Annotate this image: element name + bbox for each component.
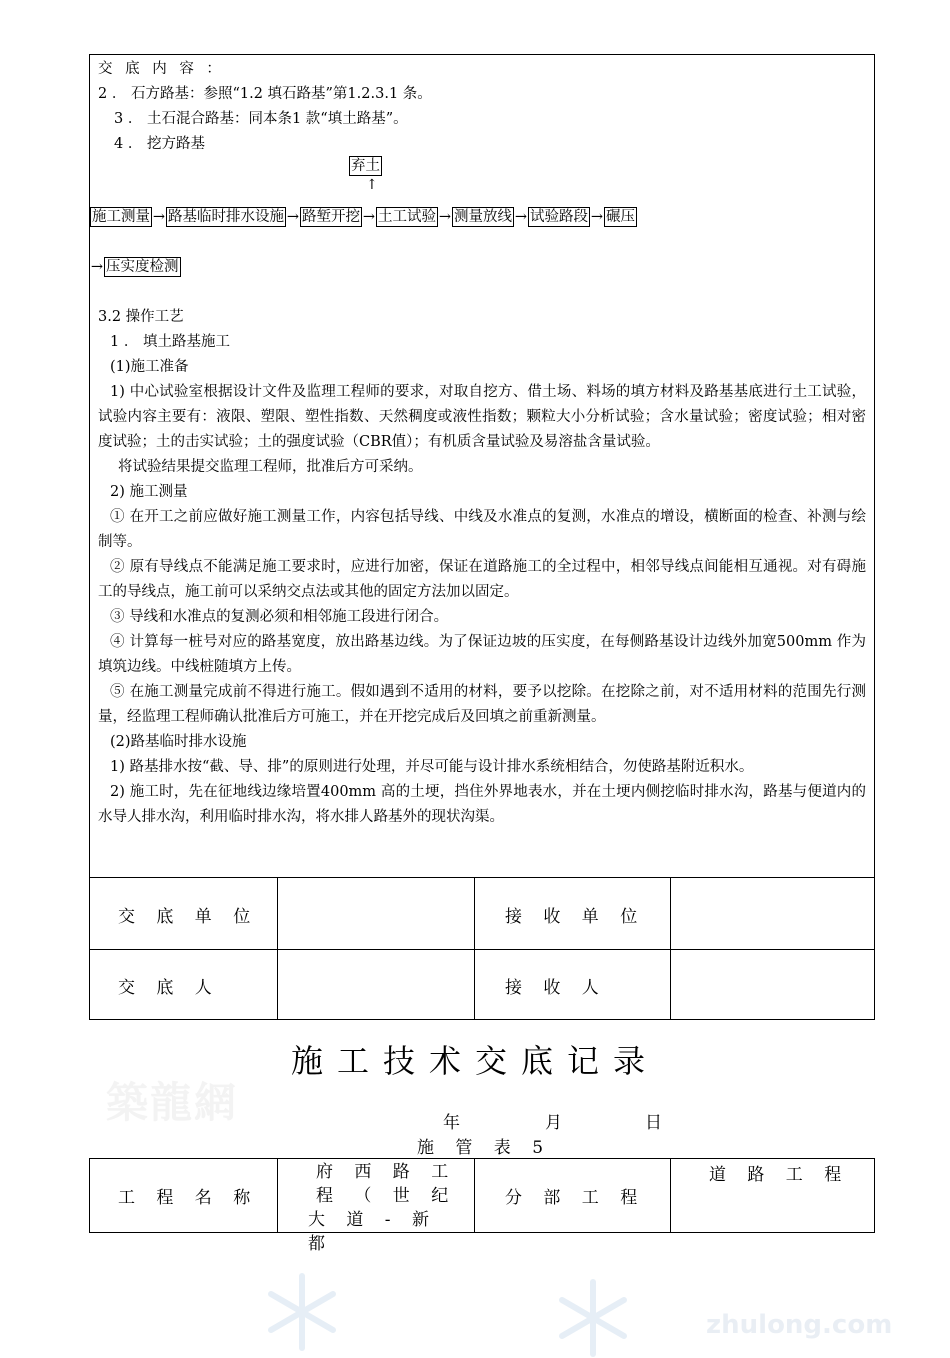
content-lower <box>98 305 866 830</box>
flow-step: 施工测量 <box>92 209 150 225</box>
date-day: 日 <box>645 1113 662 1133</box>
date-month: 月 <box>545 1113 562 1133</box>
line-cut-subgrade: 4 ． 挖方路基 <box>114 136 205 152</box>
issuer-person-label: 交 底 人 <box>90 950 278 1020</box>
disclosure-content-table <box>89 54 875 1020</box>
line-stone-subgrade: 2 ． 石方路基：参照“1.2 填石路基”第1.2.3.1 条。 <box>98 86 432 102</box>
para-lab-tests: 1) 中心试验室根据设计文件及监理工程师的要求，对取自挖方、借土场、料场的填方材料及路基基底进行土工试验，试验内容主要有：液限、塑限、塑性指数、天然稠度或液性指数；颗粒大小分析试验；含水量试验；密度试验；相对密度试验；土的击实试验；土的强度试验（CBR值）；有机质含量试验及易溶盐含量试验。 <box>98 384 866 450</box>
issuer-unit-value[interactable] <box>278 878 475 950</box>
flow-arrow: → <box>286 209 300 225</box>
flow-step: 路堑开挖 <box>302 209 360 225</box>
flow-step: 测量放线 <box>454 209 512 225</box>
flow-arrow: → <box>152 209 166 225</box>
watermark-text: 築龍網 <box>106 1078 239 1127</box>
flow-step-spoil: 弃土 <box>351 158 380 174</box>
para-drainage-2: 2) 施工时，先在征地线边缘培置400mm 高的土埂，挡住外界地表水，并在土埂内侧挖临时排水沟，路基与便道内的水导人排水沟，利用临时排水沟，将水排人路基外的现状沟渠。 <box>98 784 866 825</box>
watermark-url: zhulong.com <box>706 1310 893 1340</box>
project-name-line-2: 程 （ 世 纪 <box>316 1186 457 1206</box>
flow-step: 土工试验 <box>378 209 436 225</box>
snowflake-watermark-icon <box>262 1272 342 1352</box>
snowflake-watermark-icon <box>553 1278 633 1358</box>
flow-up-arrow: ↑ <box>366 177 378 193</box>
para-survey-4: ④ 计算每一桩号对应的路基宽度，放出路基边线。为了保证边坡的压实度，在每侧路基设计边线外加宽500mm 作为填筑边线。中线桩随填方上传。 <box>98 634 866 675</box>
flow-arrow: → <box>362 209 376 225</box>
content-heading: 交 底 内 容 ： <box>98 61 225 77</box>
section-3-2: 3.2 操作工艺 <box>98 309 184 325</box>
flow-arrow: → <box>90 259 104 275</box>
flow-arrow: → <box>438 209 452 225</box>
form-number: 施 管 表 5 <box>417 1138 552 1158</box>
receiver-unit-label: 接 收 单 位 <box>475 878 671 950</box>
division-label: 分 部 工 程 <box>475 1159 671 1232</box>
section-drainage: (2)路基临时排水设施 <box>110 734 247 750</box>
section-survey: 2) 施工测量 <box>110 484 188 500</box>
flowchart-row <box>90 207 637 227</box>
section-preparation: (1)施工准备 <box>110 359 189 375</box>
para-survey-5: ⑤ 在施工测量完成前不得进行施工。假如遇到不适用的材料，要予以挖除。在挖除之前，对不适用材料的范围先行测量，经监理工程师确认批准后方可施工，并在开挖完成后及回填之前重新测量。 <box>98 684 866 725</box>
para-survey-3: ③ 导线和水准点的复测必须和相邻施工段进行闭合。 <box>110 609 449 625</box>
issuer-unit-label: 交 底 单 位 <box>90 878 278 950</box>
content-upper <box>98 57 866 157</box>
project-name-label: 工 程 名 称 <box>90 1159 278 1232</box>
flowchart-spoil-box <box>349 155 382 176</box>
flow-step: 碾压 <box>606 209 635 225</box>
project-info-table <box>89 1158 875 1254</box>
para-survey-2: ② 原有导线点不能满足施工要求时，应进行加密，保证在道路施工的全过程中，相邻导线点间能相互通视。对有碍施工的导线点，施工前可以采纳交点法或其他的固定方法加以固定。 <box>98 559 866 600</box>
flow-step: 试验路段 <box>530 209 588 225</box>
flowchart-row-2 <box>90 257 181 277</box>
issuer-person-value[interactable] <box>278 950 475 1020</box>
signature-row-person <box>90 949 874 1020</box>
date-year: 年 <box>443 1113 460 1133</box>
flow-arrow: → <box>514 209 528 225</box>
para-survey-1: ① 在开工之前应做好施工测量工作，内容包括导线、中线及水准点的复测，水准点的增设，横断面的检查、补测与绘制等。 <box>98 509 866 550</box>
project-name-line-1: 府 西 路 工 <box>316 1162 457 1182</box>
record-title: 施工技术交底记录 <box>290 1042 659 1080</box>
division-value: 道 路 工 程 <box>709 1165 850 1185</box>
project-name-line-3: 大 道 - 新 都 <box>308 1210 437 1254</box>
receiver-person-label: 接 收 人 <box>475 950 671 1020</box>
flow-step-compaction-test: 压实度检测 <box>106 259 179 275</box>
receiver-person-value[interactable] <box>671 950 874 1020</box>
receiver-unit-value[interactable] <box>671 878 874 950</box>
flow-step: 路基临时排水设施 <box>168 209 284 225</box>
line-mixed-subgrade: 3 ． 土石混合路基：同本条1 款“填土路基”。 <box>114 111 408 127</box>
signature-row-unit <box>90 877 874 950</box>
flow-arrow: → <box>590 209 604 225</box>
para-drainage-1: 1) 路基排水按“截、导、排”的原则进行处理，并尽可能与设计排水系统相结合，勿使路基附近积水。 <box>110 759 754 775</box>
section-fill-subgrade: 1 ． 填土路基施工 <box>110 334 230 350</box>
para-submit: 将试验结果提交监理工程师，批准后方可采纳。 <box>118 459 423 475</box>
project-name-value <box>278 1159 475 1254</box>
